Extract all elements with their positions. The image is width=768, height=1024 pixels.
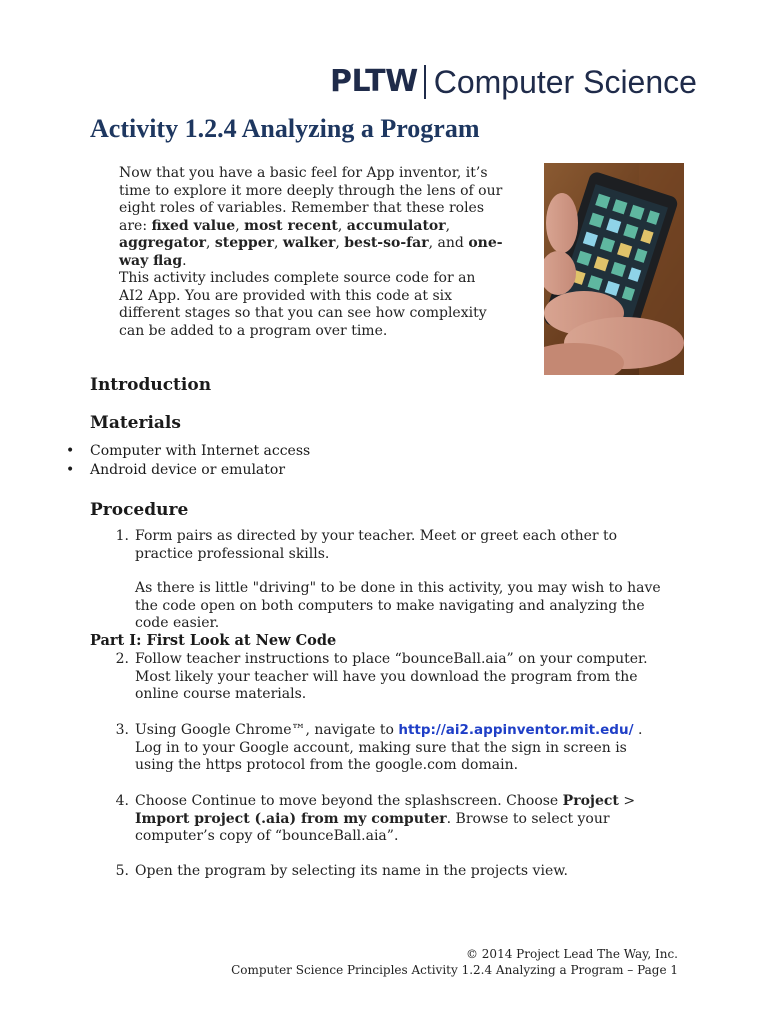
step-text: Open the program by selecting its name in the projects view. <box>135 863 568 879</box>
step-text: Using Google Chrome™, navigate to http://ai2.appinventor.mit.edu/ . Log in to your Google account, making sure that the sign in screen is using the https protocol from the google.com domain. <box>135 722 643 773</box>
pltw-logo <box>330 62 697 102</box>
logo-divider <box>424 65 426 99</box>
menu-import-project: Import project (.aia) from my computer <box>135 810 447 827</box>
step-text: Form pairs as directed by your teacher. Meet or greet each other to practice professional skills. <box>135 528 618 562</box>
step-2 <box>115 651 665 704</box>
step-note: As there is little "driving" to be done in this activity, you may wish to have the code open on both computers to make navigating and analyzing the code easier. <box>135 580 661 631</box>
step-number: 3. <box>115 722 129 738</box>
appinventor-link[interactable]: http://ai2.appinventor.mit.edu/ <box>398 722 634 738</box>
role-fixed-value: fixed value <box>151 217 236 234</box>
step-text: Follow teacher instructions to place “bounceBall.aia” on your computer. Most likely your teacher will have you download the program from the online course materials. <box>135 651 648 702</box>
step-5 <box>115 863 665 881</box>
materials-list <box>66 442 310 480</box>
intro-paragraph-1: Now that you have a basic feel for App inventor, it’s time to explore it more deeply through the lens of our eight roles of variables. Remember that these roles are: fixed value, most recent, accumulator, aggregator, stepper, walker, best-so-far, and one-way flag. <box>119 165 503 269</box>
part-1-heading: Part I: First Look at New Code <box>90 632 337 649</box>
list-item: • Computer with Internet access <box>66 442 310 461</box>
intro-text: Now that you have a basic feel for App inventor, it’s time to explore it more deeply through the lens of our eight roles of variables. Remember that these roles are: <box>119 165 503 234</box>
menu-project: Project <box>562 793 619 809</box>
role-aggregator: aggregator <box>119 235 206 251</box>
logo-subtitle: Computer Science <box>433 64 697 100</box>
list-item: • Android device or emulator <box>66 461 310 480</box>
footer-copyright: © 2014 Project Lead The Way, Inc. <box>465 947 678 961</box>
footer-page-line: Computer Science Principles Activity 1.2.4 Analyzing a Program – Page 1 <box>231 963 678 977</box>
heading-introduction: Introduction <box>90 375 212 395</box>
role-one-way-flag: one-way flag <box>119 235 503 269</box>
page-title: Activity 1.2.4 Analyzing a Program <box>90 114 480 143</box>
heading-procedure: Procedure <box>90 500 189 520</box>
intro-and: , and <box>428 235 469 251</box>
step-number: 4. <box>115 793 129 809</box>
step-1 <box>115 528 665 633</box>
role-most-recent: most recent <box>244 217 338 234</box>
step-text: Choose Continue to move beyond the splashscreen. Choose Project > Import project (.aia) from my computer. Browse to select your computer’s copy of “bounceBall.aia”. <box>135 793 636 844</box>
step-number: 5. <box>115 863 129 879</box>
heading-materials: Materials <box>90 413 181 433</box>
phone-photo <box>544 163 684 375</box>
role-stepper: stepper <box>214 235 275 251</box>
role-best-so-far: best-so-far <box>344 235 429 251</box>
intro-paragraph-2: This activity includes complete source code for an AI2 App. You are provided with this code at six different stages so that you can see how complexity can be added to a program over time. <box>119 270 487 339</box>
role-accumulator: accumulator <box>346 217 446 234</box>
role-walker: walker <box>282 235 336 251</box>
logo-mark: PLTW <box>330 64 418 99</box>
step-4 <box>115 793 665 846</box>
step-number: 2. <box>115 651 129 667</box>
step-3 <box>115 722 665 775</box>
step-number: 1. <box>115 528 129 544</box>
